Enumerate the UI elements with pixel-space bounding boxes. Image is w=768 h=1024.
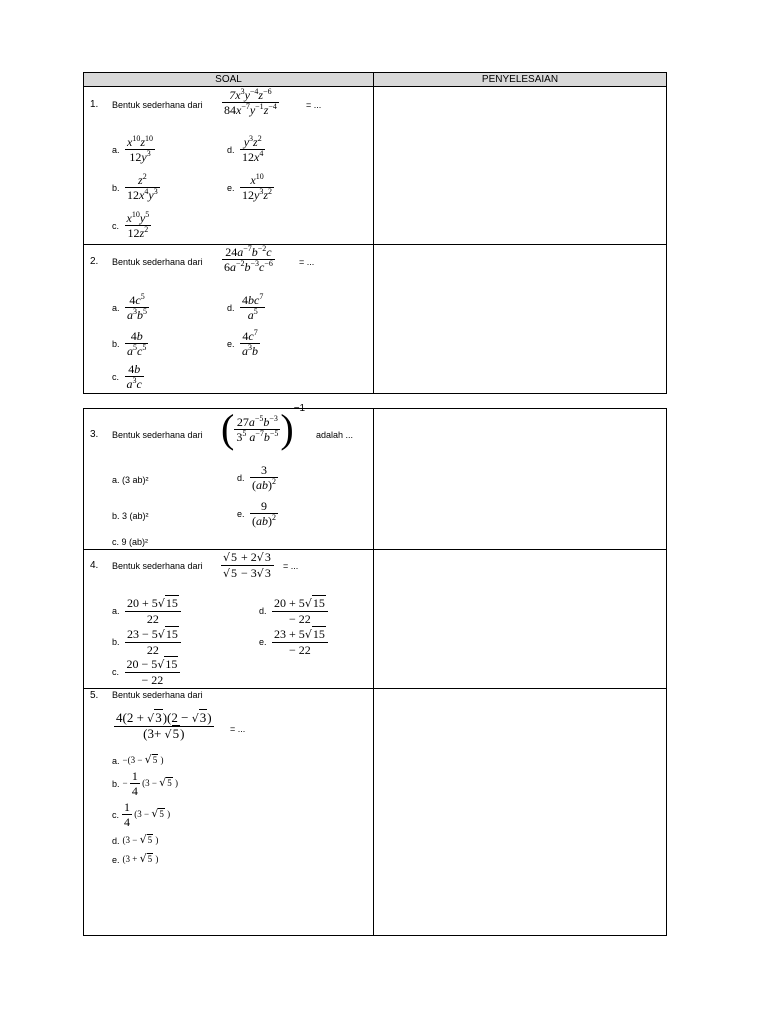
- q1-option-a: a. $\frac{x^{10}z^{10}}{12y^3}$: [112, 134, 154, 164]
- q2-tail: = ...: [299, 257, 315, 267]
- q1-tail: = ...: [306, 100, 322, 110]
- q2-option-c: c. $\frac{4b}{a^3c}$: [112, 362, 142, 391]
- q3-option-a: a. (3 ab)²: [112, 475, 149, 485]
- q3-number: 3.: [90, 429, 99, 440]
- q4-option-a: a. $\frac{20 + 5√15}{22}$: [112, 596, 181, 626]
- q1-expression: $\frac{7x^3y^{-4}z^{-6}}{84x^{-7}y^{-1}z^{-4}}$: [224, 87, 277, 117]
- question-table-2: [83, 403, 667, 936]
- q3-option-c: c. 9 (ab)²: [112, 537, 149, 547]
- q5-expression: $\frac{4(2 + √3)(2 - √3)}{(3+ √5)}$: [116, 710, 212, 741]
- q2-number: 2.: [90, 256, 99, 267]
- question-5-row: [84, 688, 666, 935]
- q3-expression: ( $\frac{27a^{-5}b^{-3}}{3^5 a^{-7}b^{-5}}$ )$^{-1}$: [221, 403, 306, 451]
- q3-option-e: e. $\frac{9}{(ab)^2}$: [237, 499, 277, 528]
- q5-option-b: b. − $\frac{1}{4}$ (3 − √5 ): [112, 769, 178, 798]
- q1-number: 1.: [90, 99, 99, 110]
- question-2-row: [84, 244, 666, 393]
- q4-tail: = ...: [283, 561, 299, 571]
- question-table-1: [83, 72, 667, 394]
- q4-option-c: c. $\frac{20 - 5√15}{- 22}$: [112, 657, 180, 687]
- q3-prompt: Bentuk sederhana dari: [112, 430, 203, 440]
- question-1-row: [84, 86, 666, 244]
- q1-option-e: e. $\frac{x^{10}}{12y^3z^2}$: [227, 172, 273, 202]
- question-3-row: [84, 403, 666, 549]
- q4-option-b: b. $\frac{23 - 5√15}{22}$: [112, 627, 181, 657]
- q4-option-d: d. $\frac{20 + 5√15}{- 22}$: [259, 596, 328, 626]
- q3-option-b: b. 3 (ab)²: [112, 511, 149, 521]
- q2-option-e: e. $\frac{4c^7}{a^3b}$: [227, 328, 259, 358]
- q2-prompt: Bentuk sederhana dari: [112, 257, 203, 267]
- q5-prompt: Bentuk sederhana dari: [112, 690, 203, 700]
- question-4-row: [84, 549, 666, 688]
- q3-option-d: d. $\frac{3}{(ab)^2}$: [237, 463, 277, 492]
- q2-expression: $\frac{24a^{-7}b^{-2}c}{6a^{-2}b^{-3}c^{-6}}$: [224, 244, 273, 274]
- q5-option-c: c. $\frac{1}{4}$ (3 − √5 ): [112, 800, 171, 829]
- q5-option-d: d. (3 − √5 ): [112, 833, 159, 846]
- q4-option-e: e. $\frac{23 + 5√15}{- 22}$: [259, 627, 328, 657]
- header-penyelesaian: PENYELESAIAN: [481, 74, 559, 85]
- q5-option-e: e. (3 + √5 ): [112, 852, 159, 865]
- table-header: [84, 73, 666, 86]
- q3-tail: adalah ...: [316, 430, 354, 440]
- q1-option-d: d. $\frac{y^3z^2}{12x^4}$: [227, 134, 264, 164]
- q2-option-b: b. $\frac{4b}{a^5c^5}$: [112, 329, 147, 358]
- q5-number: 5.: [90, 690, 99, 701]
- q4-number: 4.: [90, 560, 99, 571]
- header-soal: SOAL: [215, 74, 242, 85]
- q1-option-b: b. $\frac{z^2}{12x^4y^3}$: [112, 172, 158, 202]
- q5-tail: = ...: [230, 724, 246, 734]
- q2-option-a: a. $\frac{4c^5}{a^3b^5}$: [112, 292, 148, 322]
- q4-prompt: Bentuk sederhana dari: [112, 561, 203, 571]
- q5-option-a: a. −(3 − √5 ): [112, 753, 164, 766]
- q2-option-d: d. $\frac{4bc^7}{a^5}$: [227, 292, 264, 322]
- q1-option-c: c. $\frac{x^{10}y^5}{12z^2}$: [112, 210, 150, 240]
- q1-prompt: Bentuk sederhana dari: [112, 100, 203, 110]
- q4-expression: $\frac{√5 + 2√3}{√5 - 3√3}$: [221, 550, 274, 581]
